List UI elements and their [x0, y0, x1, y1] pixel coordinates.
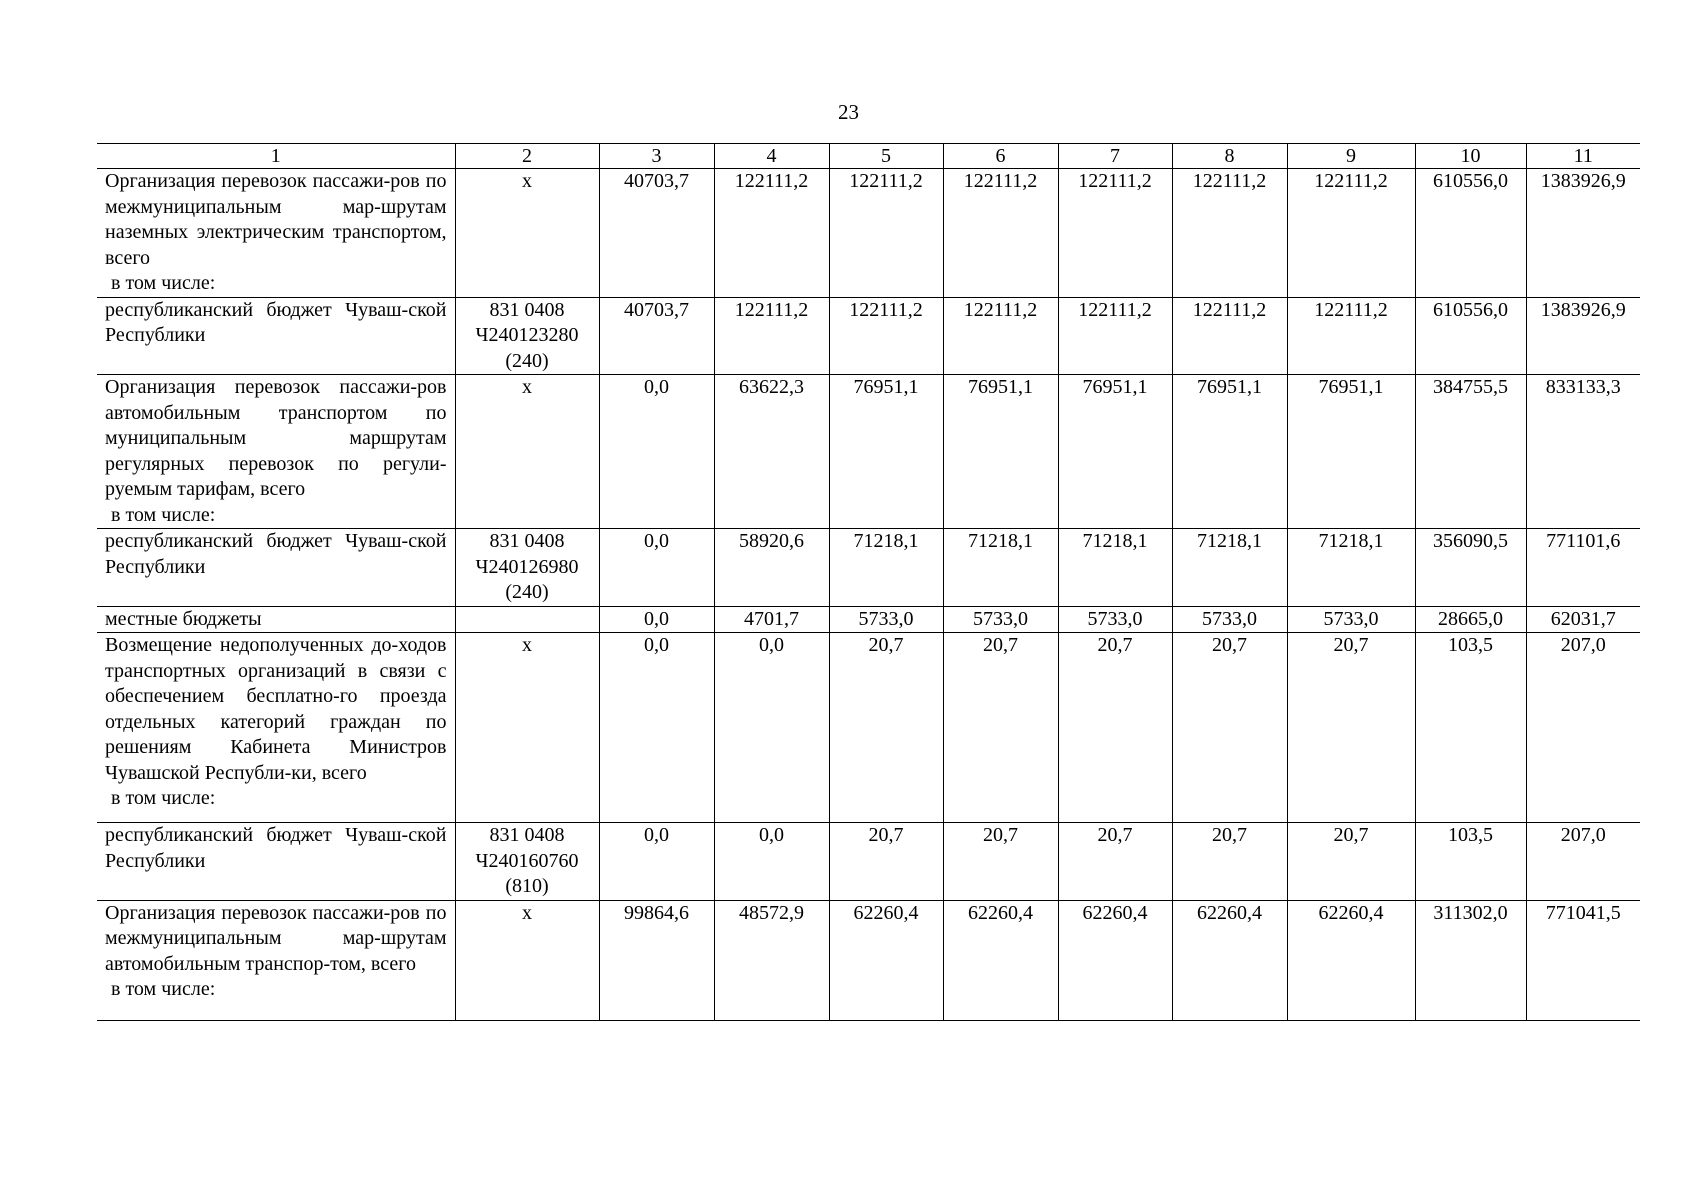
row-value: 0,0 [599, 375, 714, 529]
row-value: 122111,2 [943, 297, 1058, 375]
column-header: 1 [97, 144, 455, 169]
row-name: Возмещение недополученных до-ходов транспортных организаций в связи с обеспечением бесплатно-го проезда отдельных категорий граждан по решениям Кабинета Министров Чувашской Республи-ки, всего [105, 634, 447, 784]
row-value: 122111,2 [829, 169, 943, 298]
table-row [97, 633, 1640, 823]
row-sub-label: в том числе: [111, 787, 216, 809]
row-value: 76951,1 [943, 375, 1058, 529]
row-value: 207,0 [1526, 633, 1640, 823]
row-code [455, 606, 599, 633]
header-row [97, 144, 1640, 169]
row-value: 62260,4 [1058, 900, 1172, 1020]
row-name-cell [97, 529, 455, 607]
budget-table [97, 143, 1640, 1021]
row-value: 62260,4 [943, 900, 1058, 1020]
row-value: 4701,7 [714, 606, 829, 633]
row-value: 122111,2 [1287, 169, 1415, 298]
row-value: 5733,0 [1172, 606, 1287, 633]
row-name-cell [97, 169, 455, 298]
row-value: 20,7 [1058, 823, 1172, 901]
row-sub-label: в том числе: [111, 978, 216, 1000]
column-header: 10 [1415, 144, 1526, 169]
row-value: 58920,6 [714, 529, 829, 607]
row-code: x [455, 169, 599, 298]
row-value: 20,7 [943, 633, 1058, 823]
row-value: 610556,0 [1415, 169, 1526, 298]
row-value: 311302,0 [1415, 900, 1526, 1020]
row-value: 122111,2 [1058, 169, 1172, 298]
row-name-cell [97, 297, 455, 375]
row-value: 122111,2 [1172, 297, 1287, 375]
row-code: x [455, 633, 599, 823]
row-value: 103,5 [1415, 633, 1526, 823]
row-value: 122111,2 [943, 169, 1058, 298]
row-code: 831 0408 Ч240123280 (240) [455, 297, 599, 375]
column-header: 8 [1172, 144, 1287, 169]
page-number: 23 [838, 100, 859, 124]
row-value: 122111,2 [829, 297, 943, 375]
row-value: 62260,4 [1172, 900, 1287, 1020]
table-row [97, 823, 1640, 901]
row-value: 99864,6 [599, 900, 714, 1020]
row-value: 62260,4 [1287, 900, 1415, 1020]
row-value: 207,0 [1526, 823, 1640, 901]
row-value: 384755,5 [1415, 375, 1526, 529]
row-name-cell [97, 900, 455, 1020]
column-header: 6 [943, 144, 1058, 169]
row-name-cell [97, 606, 455, 633]
column-header: 4 [714, 144, 829, 169]
table-body [97, 169, 1640, 1021]
table-row [97, 297, 1640, 375]
row-value: 0,0 [599, 633, 714, 823]
row-value: 122111,2 [1287, 297, 1415, 375]
row-value: 771041,5 [1526, 900, 1640, 1020]
row-name: Организация перевозок пассажи-ров по межмуниципальным мар-шрутам автомобильным транспор-том, всего [105, 901, 447, 975]
row-value: 71218,1 [943, 529, 1058, 607]
row-name-cell [97, 633, 455, 823]
row-name: Организация перевозок пассажи-ров по межмуниципальным мар-шрутам наземных электрическим транспортом, всего [105, 170, 447, 269]
row-value: 20,7 [1287, 633, 1415, 823]
row-value: 1383926,9 [1526, 297, 1640, 375]
row-value: 20,7 [829, 823, 943, 901]
row-name: республиканский бюджет Чуваш-ской Республики [105, 298, 447, 346]
row-value: 122111,2 [714, 297, 829, 375]
row-code: 831 0408 Ч240160760 (810) [455, 823, 599, 901]
row-value: 0,0 [599, 606, 714, 633]
row-name: Организация перевозок пассажи-ров автомобильным транспортом по муниципальным маршрутам регулярных перевозок по регули-руемым тарифам, всего [105, 376, 447, 500]
row-value: 5733,0 [1058, 606, 1172, 633]
row-sub-label: в том числе: [111, 503, 216, 526]
table-row [97, 169, 1640, 298]
table-row [97, 900, 1640, 1020]
row-value: 76951,1 [1287, 375, 1415, 529]
column-header: 5 [829, 144, 943, 169]
row-value: 62260,4 [829, 900, 943, 1020]
row-value: 40703,7 [599, 169, 714, 298]
column-header: 3 [599, 144, 714, 169]
column-header: 11 [1526, 144, 1640, 169]
row-code: x [455, 900, 599, 1020]
table-row [97, 375, 1640, 529]
column-header: 2 [455, 144, 599, 169]
row-value: 122111,2 [1172, 169, 1287, 298]
row-sub-label: в том числе: [111, 272, 216, 294]
row-value: 771101,6 [1526, 529, 1640, 607]
row-value: 0,0 [599, 529, 714, 607]
row-value: 76951,1 [1058, 375, 1172, 529]
table-row [97, 529, 1640, 607]
row-value: 40703,7 [599, 297, 714, 375]
row-value: 20,7 [829, 633, 943, 823]
row-value: 76951,1 [829, 375, 943, 529]
table-row [97, 606, 1640, 633]
row-code: x [455, 375, 599, 529]
row-value: 0,0 [599, 823, 714, 901]
row-value: 71218,1 [829, 529, 943, 607]
row-value: 20,7 [1172, 633, 1287, 823]
row-value: 0,0 [714, 633, 829, 823]
row-value: 71218,1 [1058, 529, 1172, 607]
row-value: 71218,1 [1172, 529, 1287, 607]
row-value: 20,7 [1058, 633, 1172, 823]
row-value: 76951,1 [1172, 375, 1287, 529]
row-value: 5733,0 [943, 606, 1058, 633]
row-value: 5733,0 [829, 606, 943, 633]
row-value: 833133,3 [1526, 375, 1640, 529]
row-code: 831 0408 Ч240126980 (240) [455, 529, 599, 607]
row-value: 103,5 [1415, 823, 1526, 901]
row-value: 20,7 [1287, 823, 1415, 901]
row-value: 356090,5 [1415, 529, 1526, 607]
row-value: 48572,9 [714, 900, 829, 1020]
row-value: 71218,1 [1287, 529, 1415, 607]
row-value: 122111,2 [1058, 297, 1172, 375]
row-name-cell [97, 823, 455, 901]
row-name: республиканский бюджет Чуваш-ской Республики [105, 824, 447, 872]
row-value: 122111,2 [714, 169, 829, 298]
row-name: республиканский бюджет Чуваш-ской Республики [105, 530, 447, 578]
row-value: 62031,7 [1526, 606, 1640, 633]
row-value: 0,0 [714, 823, 829, 901]
column-header: 7 [1058, 144, 1172, 169]
row-value: 610556,0 [1415, 297, 1526, 375]
row-name: местные бюджеты [105, 607, 262, 630]
row-value: 1383926,9 [1526, 169, 1640, 298]
row-value: 63622,3 [714, 375, 829, 529]
column-header: 9 [1287, 144, 1415, 169]
row-name-cell [97, 375, 455, 529]
row-value: 28665,0 [1415, 606, 1526, 633]
row-value: 20,7 [943, 823, 1058, 901]
row-value: 20,7 [1172, 823, 1287, 901]
row-value: 5733,0 [1287, 606, 1415, 633]
